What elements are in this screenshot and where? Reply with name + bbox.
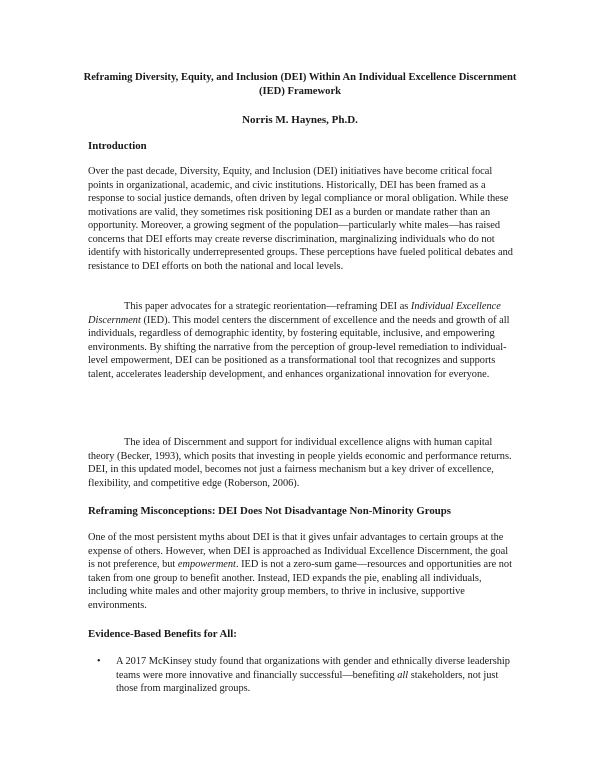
intro-paragraph-2-text-b: (IED). This model centers the discernment of excellence and the needs and growth of all individuals, regardless of demographic identity, by fostering equitable, inclusive, and empowering environments. By shifting the narrative from the perception of group-level remediation to individual-level empowerment, DEI can be positioned as a transformational tool that recognizes and supports talent, accelerates leadership development, and enhances organizational innovation for everyone. — [88, 314, 510, 380]
misconceptions-paragraph — [88, 531, 514, 612]
bullet-text-b: stakeholders, not just those from marginalized groups. — [116, 669, 499, 694]
section-heading-introduction: Introduction — [88, 140, 147, 152]
misconceptions-paragraph-text-a: One of the most persistent myths about DEI is that it gives unfair advantages to certain groups at the expense of others. However, when DEI is approached as Individual Excellence Discernment, the goal is not preference, but — [88, 532, 509, 570]
intro-paragraph-2 — [88, 300, 514, 381]
intro-paragraph-3: The idea of Discernment and support for individual excellence aligns with human capital theory (Becker, 1993), which posits that investing in people yields economic and performance returns. DEI, in this updated model, becomes not just a fairness mechanism but a key driver of excellence, flexibility, and competitive edge (Roberson, 2006). — [88, 437, 512, 489]
bullet-emphasis: all — [397, 669, 409, 681]
section-heading-misconceptions: Reframing Misconceptions: DEI Does Not Disadvantage Non-Minority Groups — [88, 505, 451, 517]
misconceptions-paragraph-emphasis: empowerment — [177, 559, 236, 570]
misconceptions-paragraph-text-b: . IED is not a zero-sum game—resources and opportunities are not taken from one group to benefit another. Instead, IED expands the pie, enabling all individuals, including white males and other majority group members, to thrive in inclusive, supportive environments. — [88, 559, 512, 611]
evidence-bullet-list — [88, 655, 514, 696]
document-title: Reframing Diversity, Equity, and Inclusion (DEI) Within An Individual Excellence Discernment (IED) Framework — [83, 72, 517, 97]
section-heading-evidence: Evidence-Based Benefits for All: — [88, 628, 237, 640]
evidence-bullet-item — [88, 655, 514, 696]
bullet-icon: • — [97, 656, 101, 667]
intro-paragraph-2-text-a: This paper advocates for a strategic reorientation—reframing DEI as — [124, 301, 411, 312]
intro-paragraph-2-emphasis: Individual Excellence Discernment — [88, 301, 501, 326]
intro-paragraph-1: Over the past decade, Diversity, Equity, and Inclusion (DEI) initiatives have become critical focal points in organizational, academic, and civic institutions. Historically, DEI has been framed as a response to social justice demands, often driven by legal compliance or moral obligation. While these motivations are valid, they sometimes risk positioning DEI as a burden or mandate rather than an opportunity. Moreover, a growing segment of the population—particularly white males—has raised concerns that DEI efforts may create reverse discrimination, marginalizing individuals who do not identify with historically underrepresented groups. These perceptions have fueled political debates and resistance to DEI efforts on both the national and local levels. — [88, 166, 513, 272]
document-author: Norris M. Haynes, Ph.D. — [242, 114, 358, 126]
bullet-text-a: A 2017 McKinsey study found that organizations with gender and ethnically diverse leadership teams were more innovative and financially successful—benefiting — [116, 656, 510, 681]
